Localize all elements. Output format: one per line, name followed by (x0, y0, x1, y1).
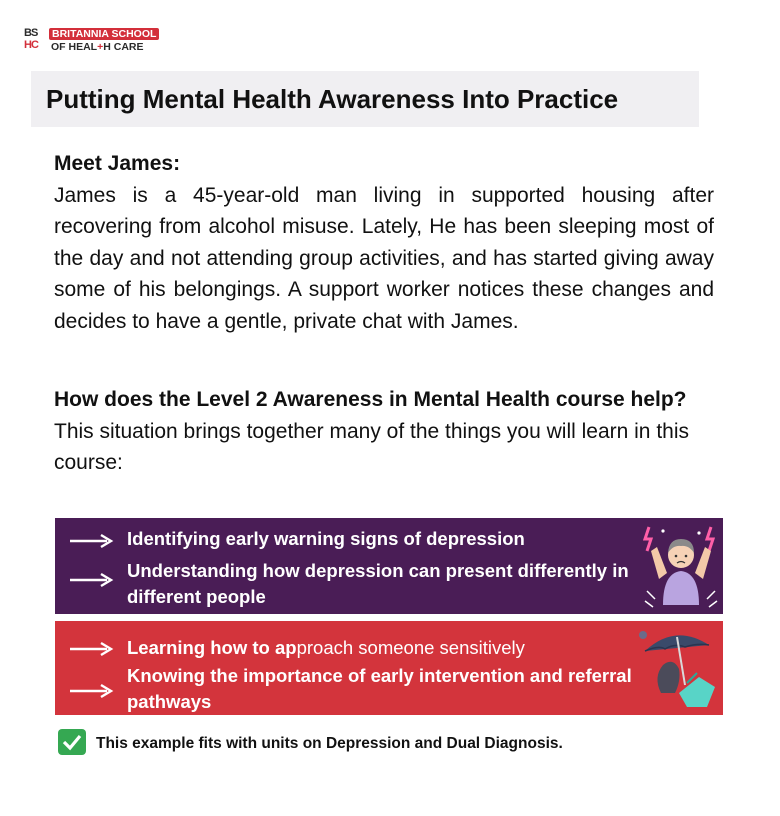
intro-text: James is a 45-year-old man living in supported housing after recovering from alcohol misuse. Lately, He has been sleeping most of the day and not attending group activities, and has started giving away some of his belongings. A support worker notices these changes and decides to have a gentle, private chat with James. (54, 183, 714, 333)
item-text: Understanding how depression can present differently in different people (127, 560, 629, 607)
course-text: This situation brings together many of the things you will learn in this course: (54, 419, 689, 474)
course-heading: How does the Level 2 Awareness in Mental Health course help? (54, 388, 687, 411)
red-band (55, 621, 723, 715)
logo-line2-b: H CARE (103, 41, 144, 53)
intro-heading: Meet James: (54, 152, 181, 175)
intro-section (54, 148, 714, 337)
check-mark-icon (58, 729, 86, 755)
item-text: Identifying early warning signs of depression (127, 528, 525, 549)
title-banner (31, 71, 699, 127)
logo-mark-bottom: HC (24, 39, 38, 51)
item-text (127, 635, 657, 661)
item-text-bold: Learning how to ap (127, 637, 297, 658)
logo-line2 (51, 41, 144, 53)
course-section (54, 384, 714, 479)
item-text-light: proach someone sensitively (296, 637, 525, 658)
arrow-icon (69, 533, 115, 549)
page-title: Putting Mental Health Awareness Into Practice (46, 84, 619, 114)
brand-logo (24, 27, 164, 55)
item-text: Knowing the importance of early intervention and referral pathways (127, 665, 632, 712)
footnote (58, 729, 698, 757)
logo-mark-top: BS (24, 27, 38, 39)
footnote-text: This example fits with units on Depression and Dual Diagnosis. (96, 735, 563, 752)
logo-mark (24, 27, 48, 53)
stressed-person-icon (641, 521, 721, 611)
purple-band (55, 518, 723, 614)
logo-line2-a: OF HEAL (51, 41, 98, 53)
arrow-icon (69, 683, 115, 699)
umbrella-support-icon (635, 623, 721, 713)
arrow-icon (69, 641, 115, 657)
arrow-icon (69, 572, 115, 588)
logo-plus: + (97, 41, 104, 53)
logo-line1: BRITANNIA SCHOOL (49, 28, 159, 40)
